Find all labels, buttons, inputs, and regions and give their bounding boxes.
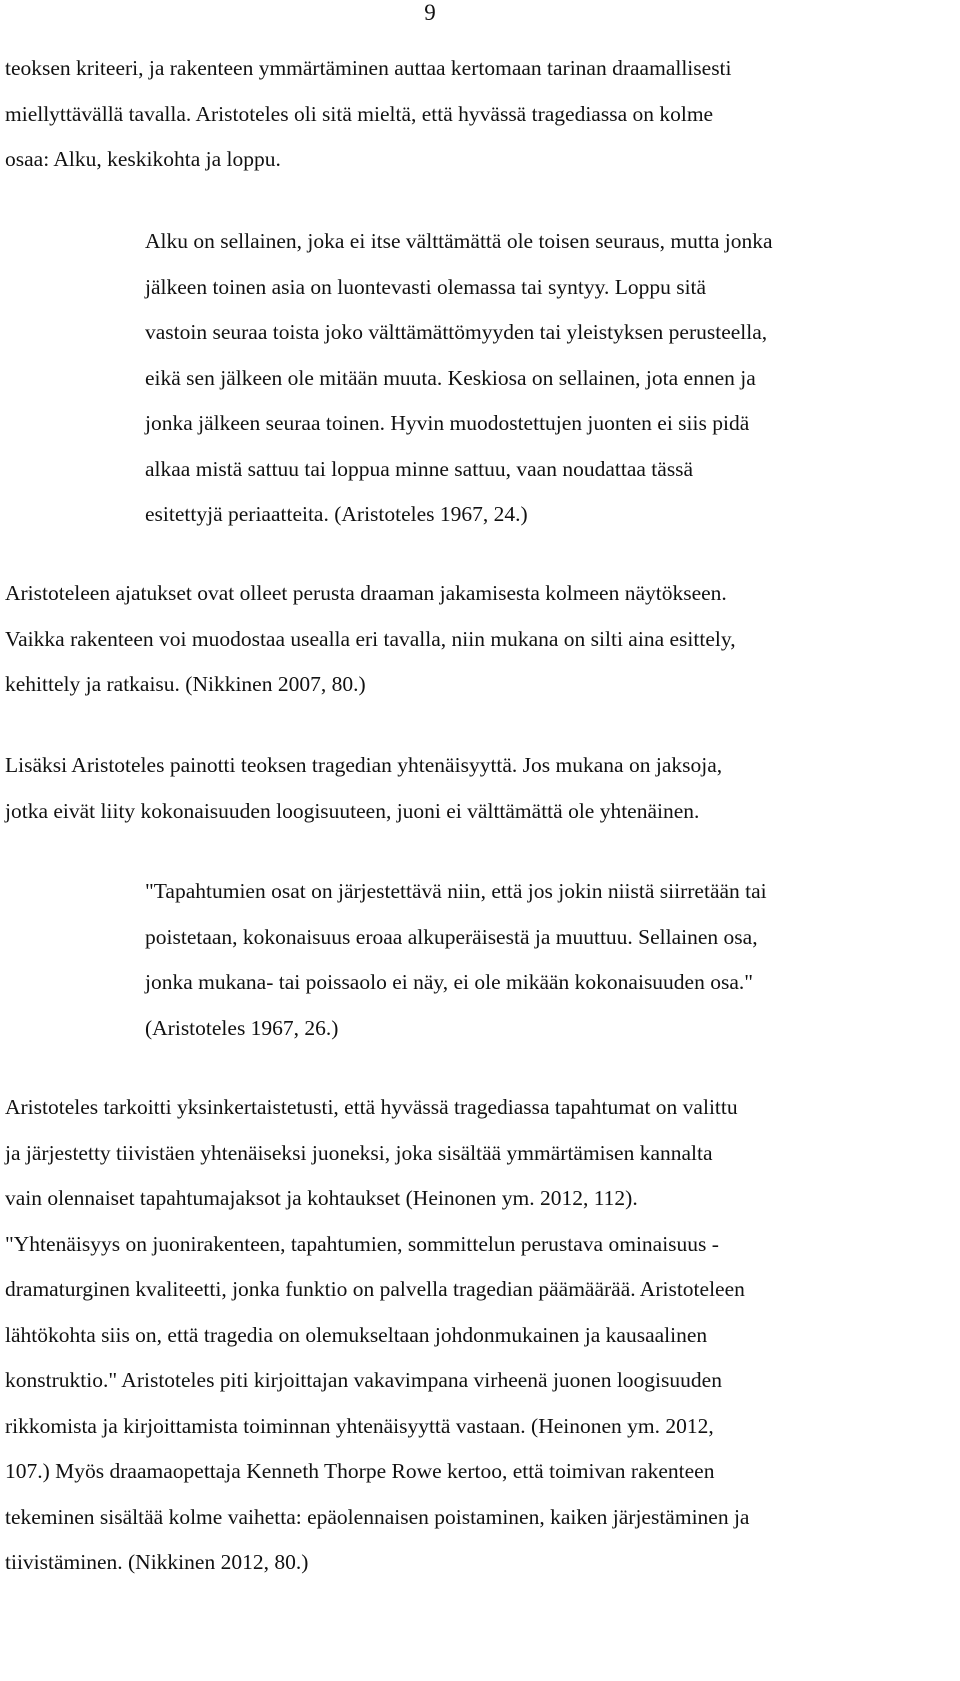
text-line: vastoin seuraa toista joko välttämättömyyden tai yleistyksen perusteella, xyxy=(145,320,768,344)
text-line: Vaikka rakenteen voi muodostaa usealla eri tavalla, niin mukana on silti aina esittely, xyxy=(5,626,736,651)
block-quote-alku xyxy=(145,219,773,538)
text-line: konstruktio." Aristoteles piti kirjoittajan vakavimpana virheenä juonen loogisuuden xyxy=(5,1368,722,1392)
text-line: poistetaan, kokonaisuus eroaa alkuperäisestä ja muuttuu. Sellainen osa, xyxy=(145,924,758,949)
text-line: alkaa mistä sattuu tai loppua minne sattuu, vaan noudattaa tässä xyxy=(145,456,694,481)
paragraph-three-acts xyxy=(5,571,736,708)
text-line: esitettyjä periaatteita. (Aristoteles 1967, 24.) xyxy=(145,502,528,526)
text-line: "Tapahtumien osat on järjestettävä niin, että jos jokin niistä siirretään tai xyxy=(145,879,767,903)
text-line: ja järjestetty tiivistäen yhtenäiseksi juoneksi, joka sisältää ymmärtämisen kannalta xyxy=(5,1140,713,1165)
text-line: Aristoteleen ajatukset ovat olleet perusta draaman jakamisesta kolmeen näytökseen. xyxy=(5,581,727,605)
paragraph-intro xyxy=(5,46,732,183)
text-line: osaa: Alku, keskikohta ja loppu. xyxy=(5,147,281,171)
text-line: jonka jälkeen seuraa toinen. Hyvin muodostettujen juonten ei siis pidä xyxy=(145,411,750,435)
text-line: Lisäksi Aristoteles painotti teoksen tragedian yhtenäisyyttä. Jos mukana on jaksoja, xyxy=(5,753,723,777)
text-line: Alku on sellainen, joka ei itse välttämättä ole toisen seuraus, mutta jonka xyxy=(145,229,773,253)
text-line: (Aristoteles 1967, 26.) xyxy=(145,1015,339,1040)
text-line: rikkomista ja kirjoittamista toiminnan yhtenäisyyttä vastaan. (Heinonen ym. 2012, xyxy=(5,1413,714,1438)
text-line: miellyttävällä tavalla. Aristoteles oli sitä mieltä, että hyvässä tragediassa on kolme xyxy=(5,101,714,126)
block-quote-tapahtumien xyxy=(145,869,767,1051)
text-line: jonka mukana- tai poissaolo ei näy, ei ole mikään kokonaisuuden osa." xyxy=(145,970,754,994)
text-line: 107.) Myös draamaopettaja Kenneth Thorpe Rowe kertoo, että toimivan rakenteen xyxy=(5,1459,715,1483)
text-line: vain olennaiset tapahtumajaksot ja kohtaukset (Heinonen ym. 2012, 112). xyxy=(5,1186,638,1210)
text-line: jotka eivät liity kokonaisuuden loogisuuteen, juoni ei välttämättä ole yhtenäinen. xyxy=(5,798,700,823)
text-line: lähtökohta siis on, että tragedia on olemukseltaan johdonmukainen ja kausaalinen xyxy=(5,1322,708,1347)
text-line: Aristoteles tarkoitti yksinkertaistetusti, että hyvässä tragediassa tapahtumat on valittu xyxy=(5,1095,738,1119)
page-number: 9 xyxy=(424,0,436,25)
text-line: tekeminen sisältää kolme vaihetta: epäolennaisen poistaminen, kaiken järjestäminen ja xyxy=(5,1504,750,1529)
text-line: "Yhtenäisyys on juonirakenteen, tapahtumien, sommittelun perustava ominaisuus - xyxy=(5,1231,719,1256)
paragraph-unity xyxy=(5,743,722,834)
paragraph-conclusion xyxy=(5,1085,749,1586)
text-line: teoksen kriteeri, ja rakenteen ymmärtäminen auttaa kertomaan tarinan draamallisesti xyxy=(5,56,732,80)
text-line: dramaturginen kvaliteetti, jonka funktio on palvella tragedian päämäärää. Aristoteleen xyxy=(5,1277,745,1301)
text-line: kehittely ja ratkaisu. (Nikkinen 2007, 80.) xyxy=(5,672,366,696)
text-line: jälkeen toinen asia on luontevasti olemassa tai syntyy. Loppu sitä xyxy=(145,274,707,299)
text-line: eikä sen jälkeen ole mitään muuta. Keskiosa on sellainen, jota ennen ja xyxy=(145,365,756,390)
text-line: tiivistäminen. (Nikkinen 2012, 80.) xyxy=(5,1550,309,1574)
